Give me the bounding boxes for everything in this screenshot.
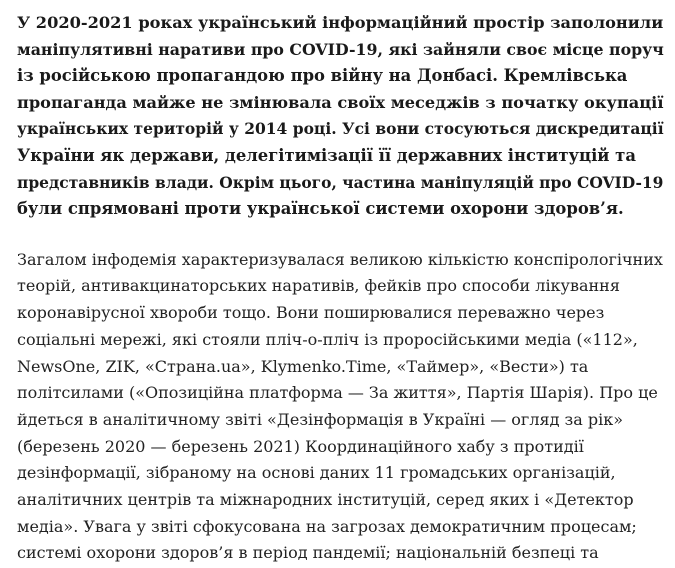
body-line: теорій, антивакцинаторських наративів, фейків про способи лікування [17, 276, 620, 296]
body-line: (березень 2020 — березень 2021) Координаційного хабу з протидії [17, 436, 584, 456]
lead-line: представників влади. Окрім цього, частина маніпуляцій про COVID-19 [17, 172, 664, 192]
body-line: політсилами («Опозиційна платформа — За життя», Партія Шарія). Про це [17, 383, 658, 403]
lead-line: України як держави, делегітимізації її державних інституцій та [17, 145, 636, 165]
lead-line: У 2020-2021 роках український інформаційний простір заполонили [17, 13, 664, 32]
body-paragraph [17, 247, 667, 567]
body-line: Загалом інфодемія характеризувалася великою кількістю конспірологічних [17, 249, 663, 269]
body-line: NewsOne, ZIK, «Страна.ua», Klymenko.Time, «Таймер», «Вести») та [17, 356, 589, 376]
article-body [17, 10, 667, 567]
lead-paragraph [17, 10, 667, 223]
body-line: йдеться в аналітичному звіті «Дезінформація в Україні — огляд за рік» [17, 409, 624, 429]
body-line: системі охорони здоров’я в період пандемії; національній безпеці та [17, 543, 599, 563]
lead-line: пропаганда майже не змінювала своїх меседжів з початку окупації [17, 92, 664, 112]
body-line: аналітичних центрів та міжнародних інституцій, серед яких і «Детектор [17, 490, 634, 510]
body-line: соціальні мережі, які стояли пліч-о-пліч із проросійськими медіа («112», [17, 329, 638, 349]
body-line: дезінформації, зібраному на основі даних 11 громадських організацій, [17, 463, 616, 483]
lead-line: маніпулятивні наративи про COVID-19, які зайняли своє місце поруч [17, 39, 664, 59]
lead-line: українських територій у 2014 році. Усі вони стосуються дискредитації [17, 119, 664, 139]
body-line: медіа». Увага у звіті сфокусована на загрозах демократичним процесам; [17, 516, 637, 536]
lead-line: були спрямовані проти української системи охорони здоров’я. [17, 199, 624, 219]
lead-line: із російською пропагандою про війну на Донбасі. Кремлівська [17, 66, 628, 86]
body-line: коронавірусної хвороби тощо. Вони поширювалися переважно через [17, 303, 605, 323]
